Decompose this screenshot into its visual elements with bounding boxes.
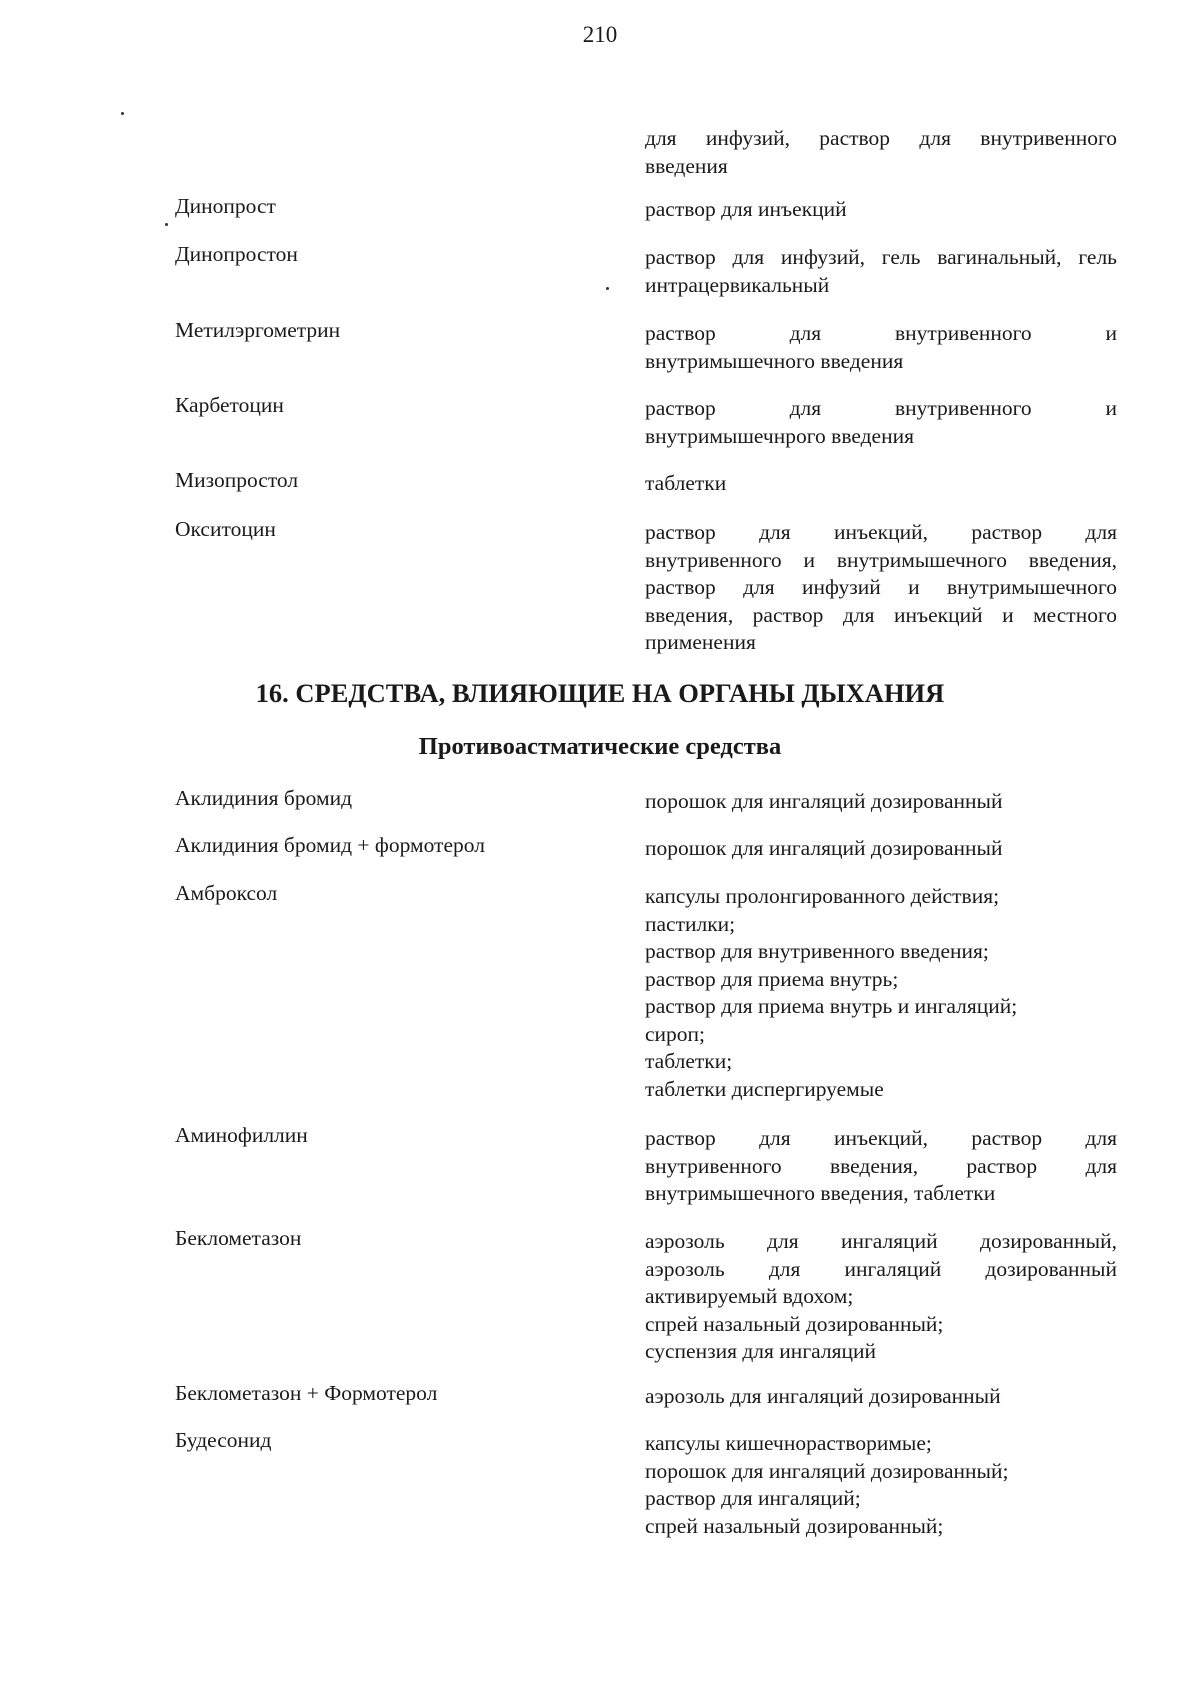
dosage-form-line: аэрозоль для ингаляций дозированный xyxy=(645,1256,1117,1281)
dosage-form-line: раствор для инъекций, раствор для xyxy=(645,520,1117,544)
dosage-form-line: пастилки; xyxy=(645,911,736,936)
dosage-form xyxy=(645,835,1117,863)
dosage-form-line: раствор для инъекций xyxy=(645,197,847,221)
dosage-form xyxy=(645,244,1117,299)
dosage-form-line: внутривенного и внутримышечного введения, xyxy=(645,547,1117,572)
dosage-form xyxy=(645,519,1117,657)
section-heading: 16. СРЕДСТВА, ВЛИЯЮЩИЕ НА ОРГАНЫ ДЫХАНИЯ xyxy=(255,678,945,708)
dosage-form-line: активируемый вдохом; xyxy=(645,1284,854,1308)
dosage-form xyxy=(645,1430,1117,1540)
dosage-form-line: раствор для инфузий и внутримышечного xyxy=(645,575,1117,599)
dosage-form-line: аэрозоль для ингаляций дозированный, xyxy=(645,1229,1117,1253)
dosage-form-line: раствор для инфузий, гель вагинальный, гель xyxy=(645,245,1117,269)
drug-name: Аминофиллин xyxy=(175,1123,308,1147)
dosage-form-line: раствор для внутривенного и xyxy=(645,321,1117,345)
dosage-form-line: внутримышечного введения, таблетки xyxy=(645,1181,996,1205)
drug-name: Динопрост xyxy=(175,194,276,218)
dosage-form-line: внутримышечнрого введения xyxy=(645,423,914,448)
drug-name: Будесонид xyxy=(175,1428,272,1452)
dosage-form xyxy=(645,395,1117,450)
drug-name: Беклометазон + Формотерол xyxy=(175,1381,438,1405)
drug-name: Аклидиния бромид + формотерол xyxy=(175,833,485,857)
dosage-form-line: капсулы пролонгированного действия; xyxy=(645,884,1000,908)
drug-name: Карбетоцин xyxy=(175,393,284,417)
dosage-form xyxy=(645,883,1117,1103)
dosage-form-line: для инфузий, раствор для внутривенного xyxy=(645,126,1117,150)
dosage-form-line: применения xyxy=(645,630,756,654)
dosage-form xyxy=(645,1228,1117,1366)
dosage-form xyxy=(645,470,1117,498)
drug-name: Амброксол xyxy=(175,881,278,905)
dosage-form-line: порошок для ингаляций дозированный xyxy=(645,836,1003,860)
drug-name: Окситоцин xyxy=(175,517,276,541)
drug-name: Аклидиния бромид xyxy=(175,786,353,810)
drug-name: Динопростон xyxy=(175,242,298,266)
dosage-form-line: введения xyxy=(645,153,728,178)
dosage-form-line: спрей назальный дозированный; xyxy=(645,1311,944,1336)
dosage-form-line: внутривенного введения, раствор для xyxy=(645,1153,1117,1178)
dosage-form xyxy=(645,1125,1117,1208)
drug-name: Метилэргометрин xyxy=(175,318,341,342)
dosage-form-line: суспензия для ингаляций xyxy=(645,1339,876,1363)
dosage-form xyxy=(645,196,1117,224)
dosage-form xyxy=(645,1383,1117,1411)
dosage-form-line: интрацервикальный xyxy=(645,272,830,297)
dosage-form-line: таблетки диспергируемые xyxy=(645,1076,884,1101)
dosage-form-line: порошок для ингаляций дозированный xyxy=(645,789,1003,813)
scan-speck xyxy=(121,112,124,115)
dosage-form-line: раствор для инъекций, раствор для xyxy=(645,1126,1117,1150)
scan-speck xyxy=(165,223,168,226)
dosage-form-line: раствор для приема внутрь и ингаляций; xyxy=(645,994,1018,1018)
dosage-form xyxy=(645,320,1117,375)
dosage-form-line: спрей назальный дозированный; xyxy=(645,1513,944,1538)
scan-speck xyxy=(606,287,609,290)
dosage-form-line: раствор для внутривенного введения; xyxy=(645,939,989,963)
page-number: 210 xyxy=(582,22,618,47)
dosage-form-line: сироп; xyxy=(645,1021,706,1046)
dosage-form-line: внутримышечного введения xyxy=(645,348,904,373)
dosage-form xyxy=(645,125,1117,180)
dosage-form-line: раствор для внутривенного и xyxy=(645,396,1117,420)
drug-name: Мизопростол xyxy=(175,468,299,492)
dosage-form xyxy=(645,788,1117,816)
dosage-form-line: таблетки xyxy=(645,471,727,495)
sub-heading: Противоастматические средства xyxy=(418,733,782,760)
dosage-form-line: аэрозоль для ингаляций дозированный xyxy=(645,1384,1001,1408)
drug-name: Беклометазон xyxy=(175,1226,302,1250)
dosage-form-line: раствор для ингаляций; xyxy=(645,1486,861,1510)
dosage-form-line: раствор для приема внутрь; xyxy=(645,966,899,991)
dosage-form-line: таблетки; xyxy=(645,1049,733,1073)
dosage-form-line: порошок для ингаляций дозированный; xyxy=(645,1458,1009,1483)
dosage-form-line: капсулы кишечнорастворимые; xyxy=(645,1431,932,1455)
dosage-form-line: введения, раствор для инъекций и местного xyxy=(645,602,1117,627)
